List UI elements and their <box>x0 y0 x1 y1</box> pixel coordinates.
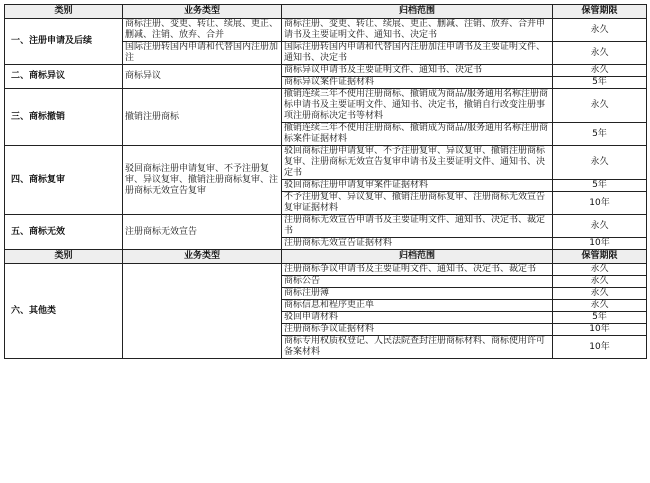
header-category-repeat: 类别 <box>5 250 123 264</box>
category-cell: 一、注册申请及后续 <box>5 19 123 65</box>
category-cell: 三、商标撤销 <box>5 89 123 146</box>
table-row <box>5 19 647 42</box>
scope-cell: 商标信息和程序更正单 <box>282 300 553 312</box>
business-type-cell: 注册商标无效宣告 <box>123 215 282 250</box>
retention-table <box>4 4 647 359</box>
business-type-cell: 商标注册、变更、转让、续展、更正、删减、注销、放弃、合并 <box>123 19 282 42</box>
period-cell: 5年 <box>553 77 647 89</box>
scope-cell: 注册商标争议申请书及主要证明文件、通知书、决定书、裁定书 <box>282 264 553 276</box>
scope-cell: 商标异议申请书及主要证明文件、通知书、决定书 <box>282 65 553 77</box>
header-business-type-repeat: 业务类型 <box>123 250 282 264</box>
scope-cell: 注册商标无效宣告证据材料 <box>282 238 553 250</box>
business-type-cell: 撤销注册商标 <box>123 89 282 146</box>
table-row <box>5 215 647 238</box>
scope-cell: 注册商标无效宣告申请书及主要证明文件、通知书、决定书、裁定书 <box>282 215 553 238</box>
header-category: 类别 <box>5 5 123 19</box>
period-cell: 永久 <box>553 146 647 180</box>
business-type-cell <box>123 264 282 359</box>
period-cell: 5年 <box>553 312 647 324</box>
header-scope: 归档范围 <box>282 5 553 19</box>
table-row <box>5 89 647 123</box>
period-cell: 永久 <box>553 264 647 276</box>
period-cell: 永久 <box>553 19 647 42</box>
period-cell: 5年 <box>553 123 647 146</box>
header-row <box>5 5 647 19</box>
period-cell: 5年 <box>553 180 647 192</box>
scope-cell: 不予注册复审、异议复审、撤销注册商标复审、注册商标无效宣告复审证据材料 <box>282 192 553 215</box>
business-type-cell: 驳回商标注册申请复审、不予注册复审、异议复审、撤销注册商标复审、注册商标无效宣告复审 <box>123 146 282 215</box>
period-cell: 永久 <box>553 276 647 288</box>
period-cell: 永久 <box>553 288 647 300</box>
scope-cell: 驳回申请材料 <box>282 312 553 324</box>
category-cell: 二、商标异议 <box>5 65 123 89</box>
header-scope-repeat: 归档范围 <box>282 250 553 264</box>
table-row <box>5 264 647 276</box>
table-row <box>5 146 647 180</box>
scope-cell: 商标注册簿 <box>282 288 553 300</box>
period-cell: 永久 <box>553 89 647 123</box>
scope-cell: 商标公告 <box>282 276 553 288</box>
period-cell: 10年 <box>553 336 647 359</box>
period-cell: 永久 <box>553 65 647 77</box>
category-cell: 四、商标复审 <box>5 146 123 215</box>
header-business-type: 业务类型 <box>123 5 282 19</box>
scope-cell: 注册商标争议证据材料 <box>282 324 553 336</box>
scope-cell: 撤销连续三年不使用注册商标、撤销成为商品/服务通用名称注册商标申请书及主要证明文件、通知书、决定书，撤销自行改变注册事项注册商标决定书等材料 <box>282 89 553 123</box>
category-cell: 六、其他类 <box>5 264 123 359</box>
scope-cell: 撤销连续三年不使用注册商标、撤销成为商品/服务通用名称注册商标案件证据材料 <box>282 123 553 146</box>
header-period: 保管期限 <box>553 5 647 19</box>
scope-cell: 国际注册转国内申请和代替国内注册加注申请书及主要证明文件、通知书、决定书 <box>282 42 553 65</box>
period-cell: 10年 <box>553 324 647 336</box>
period-cell: 永久 <box>553 300 647 312</box>
scope-cell: 商标异议案件证据材料 <box>282 77 553 89</box>
period-cell: 10年 <box>553 238 647 250</box>
period-cell: 永久 <box>553 42 647 65</box>
business-type-cell: 商标异议 <box>123 65 282 89</box>
category-cell: 五、商标无效 <box>5 215 123 250</box>
period-cell: 永久 <box>553 215 647 238</box>
header-row-repeat <box>5 250 647 264</box>
retention-table-body <box>5 5 647 359</box>
business-type-cell: 国际注册转国内申请和代替国内注册加注 <box>123 42 282 65</box>
header-period-repeat: 保管期限 <box>553 250 647 264</box>
scope-cell: 驳回商标注册申请复审案件证据材料 <box>282 180 553 192</box>
scope-cell: 商标专用权质权登记、人民法院查封注册商标材料、商标使用许可备案材料 <box>282 336 553 359</box>
scope-cell: 商标注册、变更、转让、续展、更正、删减、注销、放弃、合并申请书及主要证明文件、通知书、决定书 <box>282 19 553 42</box>
period-cell: 10年 <box>553 192 647 215</box>
table-row <box>5 65 647 77</box>
scope-cell: 驳回商标注册申请复审、不予注册复审、异议复审、撤销注册商标复审、注册商标无效宣告复审申请书及主要证明文件、通知书、决定书 <box>282 146 553 180</box>
